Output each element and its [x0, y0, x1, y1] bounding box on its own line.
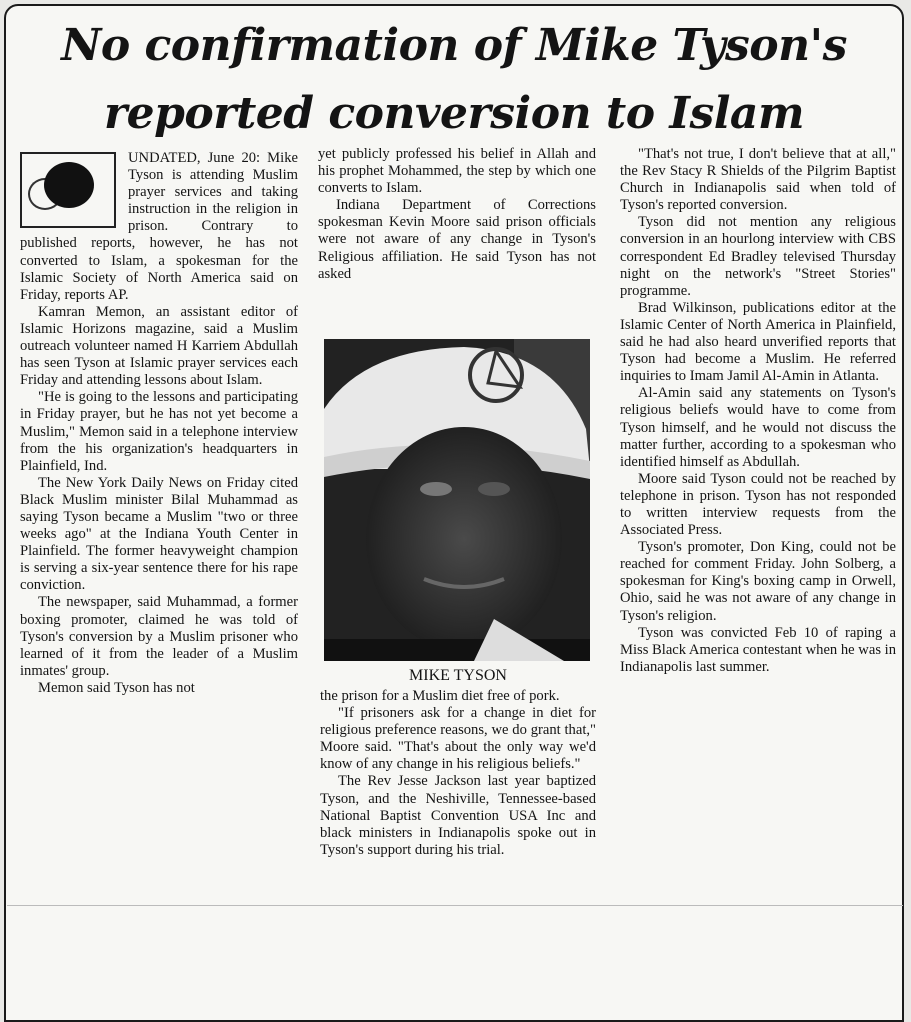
- headline-line-2: reported conversion to Islam: [103, 88, 804, 139]
- paragraph: Memon said Tyson has not: [38, 679, 195, 696]
- photo-caption: MIKE TYSON: [409, 667, 507, 684]
- paragraph: Tyson did not mention any religious conversion in an hourlong interview with CBS correspondent Ed Bradley televised Thursday night on the network's "Street Stories" programme.: [620, 214, 896, 299]
- paragraph: The Rev Jesse Jackson last year baptized Tyson, and the Neshiville, Tennessee-based National Baptist Convention USA Inc and black ministers in Indianapolis spoke out in Tyson's support during his trial.: [320, 773, 596, 858]
- paragraph: Al-Amin said any statements on Tyson's religious beliefs would have to come from Tyson himself, and he would not discuss the matter further, according to a spokesman who identified himself as Abdullah.: [620, 385, 896, 470]
- mike-tyson-photo: [324, 339, 590, 661]
- paragraph: yet publicly professed his belief in Allah and his prophet Mohammed, the step by which one converts to Islam.: [318, 146, 596, 197]
- headline-line-1: No confirmation of Mike Tyson's: [61, 20, 847, 71]
- paragraph: Indiana Department of Corrections spokesman Kevin Moore said prison officials were not aware of any change in Tyson's Religious affiliation. He said Tyson has not asked: [318, 197, 596, 282]
- paragraph: Moore said Tyson could not be reached by telephone in prison. Tyson has not responded to written interview requests from the Associated Press.: [620, 470, 896, 539]
- article-column-1: [20, 150, 298, 697]
- paragraph: "He is going to the lessons and participating in Friday prayer, but he has not yet become a Muslim," Memon said in a telephone interview from the his organization's headquarters in Plainfield, Ind.: [20, 389, 298, 474]
- paragraph: The newspaper, said Muhammad, a former boxing promoter, claimed he was told of Tyson's conversion by a Muslim prisoner who learned of it from the leader of a Muslim inmates' group.: [20, 594, 298, 679]
- article-column-2-top: [318, 146, 596, 283]
- portrait-image: [324, 339, 590, 661]
- paragraph: Tyson was convicted Feb 10 of raping a Miss Black America contestant when he was in Indianapolis last summer.: [620, 624, 896, 675]
- paragraph: "If prisoners ask for a change in diet for religious preference reasons, we do grant that," Moore said. "That's about the only way we'd know of any change in his religious beliefs.": [320, 705, 596, 773]
- article-column-2-bottom: [320, 688, 596, 859]
- article-column-3: [620, 146, 896, 676]
- paragraph: UNDATED, June 20: Mike Tyson is attending Muslim prayer services and taking instruction in the religion in prison. Contrary to published reports, however, he has not converted to Islam, a spokesman for the Islamic Society of North America said on Friday, reports AP.: [20, 150, 298, 303]
- paragraph: The New York Daily News on Friday cited Black Muslim minister Bilal Muhammad as saying Tyson became a Muslim "two or three weeks ago" at the Indiana Youth Center in Plainfield. The former heavyweight champion is serving a six-year sentence there for his rape conviction.: [20, 474, 298, 594]
- paragraph: Kamran Memon, an assistant editor of Islamic Horizons magazine, said a Muslim outreach volunteer named H Karriem Abdullah has seen Tyson at Islamic prayer services each Friday and attending lessons about Islam.: [20, 303, 298, 389]
- paragraph: "That's not true, I don't believe that at all," the Rev Stacy R Shields of the Pilgrim Baptist Church in Indianapolis said when told of Tyson's reported conversion.: [620, 146, 896, 214]
- fold-line: [7, 905, 903, 906]
- paragraph: the prison for a Muslim diet free of pork.: [320, 688, 560, 704]
- agency-logo-icon: [20, 152, 116, 228]
- paragraph: Brad Wilkinson, publications editor at the Islamic Center of North America in Plainfield, said he had also heard unverified reports that Tyson had become a Muslim. He referred inquiries to Imam Jamil Al-Amin in Atlanta.: [620, 299, 896, 385]
- paragraph: Tyson's promoter, Don King, could not be reached for comment Friday. John Solberg, a spokesman for King's boxing camp in Orwell, Ohio, said he was not aware of any change in Tyson's religion.: [620, 539, 896, 624]
- headline: [12, 12, 896, 148]
